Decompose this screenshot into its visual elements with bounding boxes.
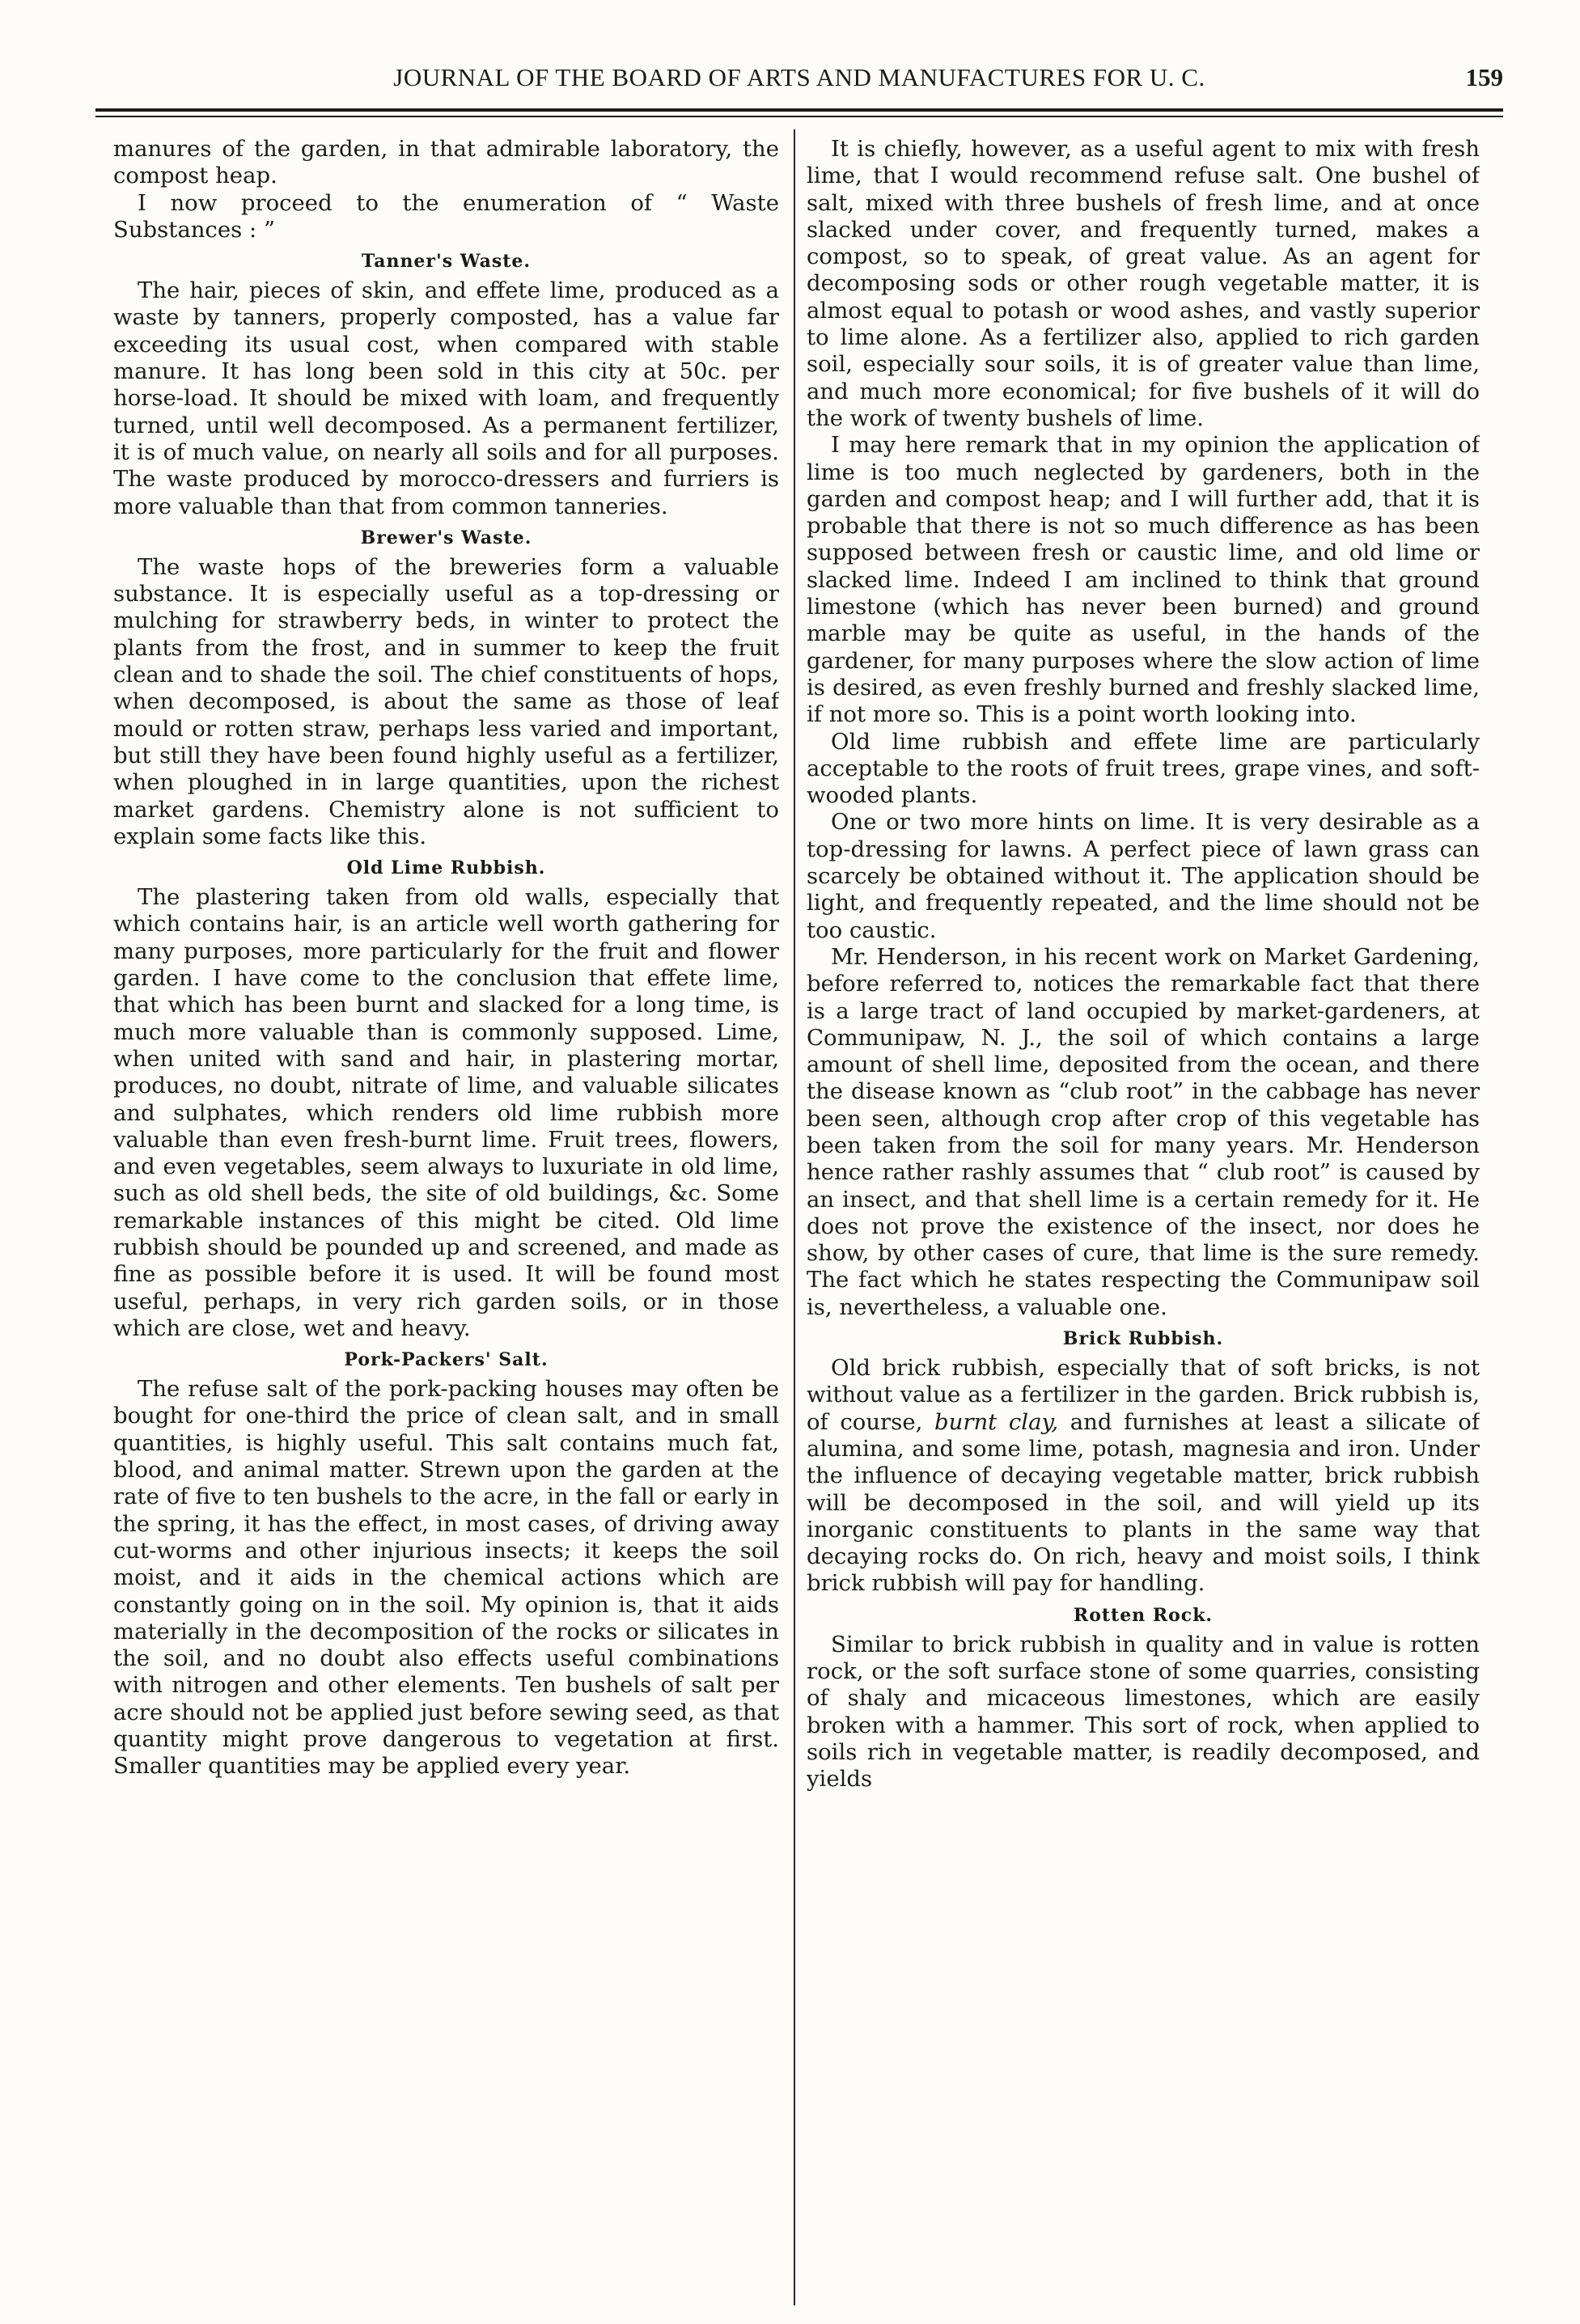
burnt-clay-emphasis: burnt clay, bbox=[934, 1408, 1059, 1435]
paragraph-lime-lawns: One or two more hints on lime. It is very desirable as a top-dressing for lawns. A perfect piece of lawn grass can scarcely be obtained without it. The application should be light, and frequently repeated, and the lime should not be too caustic. bbox=[807, 809, 1480, 943]
paragraph-rotten-rock: Similar to brick rubbish in quality and in value is rotten rock, or the soft surface stone of some quarries, consisting of shaly and micaceous limestones, which are easily broken with a hammer. This sort of rock, when applied to soils rich in vegetable matter, is readily decomposed, and yields bbox=[807, 1631, 1480, 1793]
paragraph-pork-packers-salt: The refuse salt of the pork-packing houses may often be bought for one-third the price of clean salt, and in small quantities, is highly useful. This salt contains much fat, blood, and animal matter. Strewn upon the garden at the rate of five to ten bushels to the acre, in the fall or early in the spring, it has the effect, in most cases, of driving away cut-worms and other injurious insects; it keeps the soil moist, and it aids in the chemical actions which are constantly going on in the soil. My opinion is, that it aids materially in the decomposition of the rocks or silicates in the soil, and no doubt also effects useful combinations with nitrogen and other elements. Ten bushels of salt per acre should not be applied just before sewing seed, as that quantity might prove dangerous to vegetation at first. Smaller quantities may be applied every year. bbox=[113, 1376, 779, 1780]
paragraph-compost-heap: manures of the garden, in that admirable laboratory, the compost heap. bbox=[113, 136, 779, 189]
heading-brewers-waste: Brewer's Waste. bbox=[360, 527, 532, 548]
heading-old-lime-rubbish: Old Lime Rubbish. bbox=[346, 857, 546, 879]
paragraph-enumeration: I now proceed to the enumeration of “ Waste Substances : ” bbox=[113, 189, 779, 243]
brick-text-end: and furnishes at least a silicate of alumina, and some lime, potash, magnesia and iron. Under the influence of decaying vegetable matter, brick rubbish will be decomposed in the soil, and will yield up its inorganic constituents to plants in the same way that decaying rocks do. On rich, heavy and moist soils, I think brick rubbish will pay for handling. bbox=[807, 1408, 1480, 1597]
heading-rotten-rock: Rotten Rock. bbox=[1073, 1604, 1214, 1626]
paragraph-lime-application: I may here remark that in my opinion the application of lime is too much neglected by gardeners, both in the garden and compost heap; and I will further add, that it is probable that there is not so much difference as has been supposed between fresh or caustic lime, and old lime or slacked lime. Indeed I am inclined to think that ground limestone (which has never been burned) and ground marble may be quite as useful, in the hands of the gardener, for many purposes where the slow action of lime is desired, as even freshly burned and freshly slacked lime, if not more so. This is a point worth looking into. bbox=[807, 432, 1480, 728]
paragraph-brick-rubbish bbox=[807, 1355, 1480, 1598]
heading-brick-rubbish: Brick Rubbish. bbox=[1062, 1328, 1224, 1350]
header-rule-thick bbox=[95, 108, 1503, 112]
brick-text-start: Old brick rubbish, especially that of soft bricks, is not without value as a fertilizer in the garden. Brick rubbish is, of course, bbox=[807, 1355, 1480, 1435]
left-column bbox=[113, 136, 779, 2312]
paragraph-old-lime-roots: Old lime rubbish and effete lime are particularly acceptable to the roots of fruit trees, grape vines, and soft-wooded plants. bbox=[807, 728, 1480, 809]
heading-tanners-waste: Tanner's Waste. bbox=[361, 251, 532, 273]
paragraph-henderson: Mr. Henderson, in his recent work on Market Gardening, before referred to, notices the remarkable fact that there is a large tract of land occupied by market-gardeners, at Communipaw, N. J., the soil of which contains a large amount of shell lime, deposited from the ocean, and there the disease known as “club root” in the cabbage has never been seen, although crop after crop of this vegetable has been taken from the soil for many years. Mr. Henderson hence rather rashly assumes that “ club root” is caused by an insect, and that shell lime is a certain remedy for it. He does not prove the existence of the insect, nor does he show, by other cases of cure, that lime is the sure remedy. The fact which he states respecting the Communipaw soil is, nevertheless, a valuable one. bbox=[807, 943, 1480, 1320]
page-number: 159 bbox=[1465, 63, 1503, 91]
paragraph-brewers-waste: The waste hops of the breweries form a valuable substance. It is especially useful as a top-dressing or mulching for strawberry beds, in winter to protect the plants from the frost, and in summer to keep the fruit clean and to shade the soil. The chief constituents of hops, when decomposed, is about the same as those of leaf mould or rotten straw, perhaps less varied and important, but still they have been found highly useful as a fertilizer, when ploughed in in large quantities, upon the richest market gardens. Chemistry alone is not sufficient to explain some facts like this. bbox=[113, 553, 779, 849]
paragraph-refuse-salt: It is chiefly, however, as a useful agent to mix with fresh lime, that I would recommend refuse salt. One bushel of salt, mixed with three bushels of fresh lime, and at once slacked under cover, and frequently turned, makes a compost, so to speak, of great value. As an agent for decomposing sods or other rough vegetable matter, it is almost equal to potash or wood ashes, and vastly superior to lime alone. As a fertilizer also, applied to rich garden soil, especially sour soils, it is of greater value than lime, and much more economical; for five bushels of it will do the work of twenty bushels of lime. bbox=[807, 136, 1480, 431]
column-divider bbox=[794, 129, 795, 2305]
header-rule-thin bbox=[95, 116, 1503, 117]
right-column bbox=[807, 136, 1480, 2312]
paragraph-tanners-waste: The hair, pieces of skin, and effete lime, produced as a waste by tanners, properly composted, has a value far exceeding its usual cost, when compared with stable manure. It has long been sold in this city at 50c. per horse-load. It should be mixed with loam, and frequently turned, until well decomposed. As a permanent fertilizer, it is of much value, on nearly all soils and for all purposes. The waste produced by morocco-dressers and furriers is more valuable than that from common tanneries. bbox=[113, 277, 779, 519]
journal-title: JOURNAL OF THE BOARD OF ARTS AND MANUFACTURES FOR U. C. bbox=[393, 63, 1205, 91]
heading-pork-packers-salt: Pork-Packers' Salt. bbox=[344, 1349, 549, 1371]
paragraph-old-lime-rubbish: The plastering taken from old walls, especially that which contains hair, is an article well worth gathering for many purposes, more particularly for the fruit and flower garden. I have come to the conclusion that effete lime, that which has been burnt and slacked for a long time, is much more valuable than is commonly supposed. Lime, when united with sand and hair, in plastering mortar, produces, no doubt, nitrate of lime, and valuable silicates and sulphates, which renders old lime rubbish more valuable than even fresh-burnt lime. Fruit trees, flowers, and even vegetables, seem always to luxuriate in old lime, such as old shell beds, the site of old buildings, &c. Some remarkable instances of this might be cited. Old lime rubbish should be pounded up and screened, and made as fine as possible before it is used. It will be found most useful, perhaps, in very rich garden soils, or in those which are close, wet and heavy. bbox=[113, 884, 779, 1341]
running-header bbox=[95, 63, 1503, 102]
